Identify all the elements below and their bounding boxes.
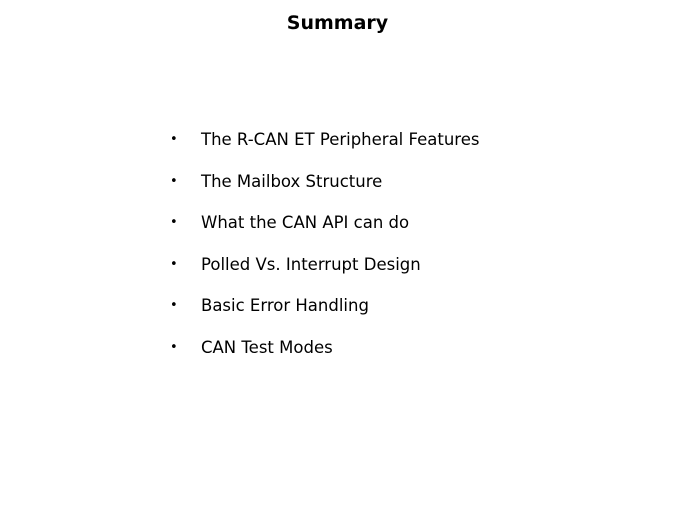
slide-title: Summary — [286, 12, 389, 34]
bullet-icon: • — [170, 132, 178, 147]
list-item — [170, 338, 479, 358]
bullet-icon: • — [170, 173, 178, 189]
list-item — [170, 296, 479, 316]
list-item — [170, 255, 479, 275]
list-item — [170, 213, 479, 233]
bullet-text: CAN Test Modes — [201, 337, 333, 357]
bullet-icon: • — [170, 298, 178, 314]
bullet-text: What the CAN API can do — [201, 213, 410, 233]
bullet-icon: • — [170, 215, 178, 231]
bullet-text: The Mailbox Structure — [201, 171, 383, 191]
list-item — [170, 130, 479, 150]
summary-bullet-list — [170, 130, 479, 380]
bullet-text: Polled Vs. Interrupt Design — [201, 254, 421, 274]
bullet-text: The R-CAN ET Peripheral Features — [201, 130, 480, 149]
bullet-icon: • — [170, 256, 178, 272]
bullet-text: Basic Error Handling — [201, 296, 369, 316]
list-item — [170, 172, 479, 192]
bullet-icon: • — [170, 339, 178, 355]
